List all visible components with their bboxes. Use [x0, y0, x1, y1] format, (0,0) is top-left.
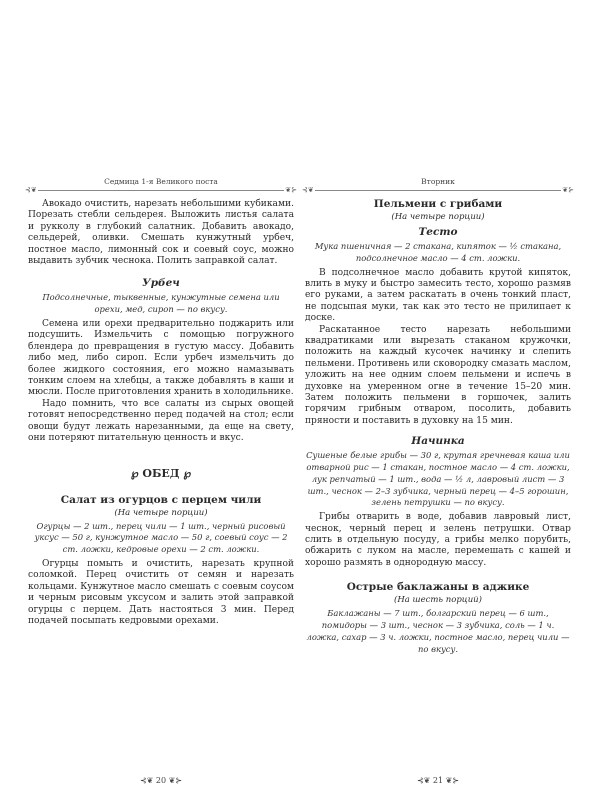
ingredients: Баклажаны — 7 шт., болгарский перец — 6 шт., помидоры — 3 шт., чеснок — 3 зубчика, соль — 1 ч. ложка, сахар — 3 ч. ложки, постное масло, перец чили — по вкусу.: [306, 608, 570, 654]
portions: (На четыре порции): [114, 507, 208, 518]
section-heading: [28, 467, 294, 480]
paragraph: Огурцы помыть и очистить, нарезать крупной соломкой. Перец очистить от семян и нарезать кольцами. Кунжутное масло смешать с соевым соусом и черным рисовым уксусом и залить этой заправкой огурцы с перцем. Дать настояться 3 мин. Перед подачей посыпать кедровыми орехами.: [28, 558, 294, 626]
running-head: [302, 176, 574, 194]
paragraph: Авокадо очистить, нарезать небольшими кубиками. Порезать стебли сельдерея. Выложить листья салата и рукколу в глубокий салатник. Добавить авокадо, сельдерей, оливки. Смешать кунжутный урбеч, постное масло, лимонный сок и соевый соус, можно выдавить зубчик чеснока. Полить заправкой салат.: [28, 199, 294, 267]
recipe-title: Салат из огурцов с перцем чили: [60, 493, 262, 506]
ornament-icon: ⊰❦: [25, 186, 37, 194]
page-number-text: 21: [432, 776, 444, 785]
ornament-icon: ℘: [130, 466, 143, 480]
ingredients: Огурцы — 2 шт., перец чили — 1 шт., черный рисовый уксус — 50 г, кунжутное масло — 50 г, соевый соус — 2 ст. ложки, кедровые орехи — 2 ст. ложки.: [34, 520, 288, 555]
section-heading-text: ОБЕД: [142, 466, 180, 480]
page-number: ⊰❦ 21 ❦⊱: [416, 776, 460, 785]
recipe-title: Острые баклажаны в аджике: [346, 581, 530, 594]
subrecipe-title: Тесто: [418, 226, 458, 238]
page-number: ⊰❦ 20 ❦⊱: [139, 776, 183, 785]
paragraph: Надо помнить, что все салаты из сырых овощей готовят непосредственно перед подачей на стол; если овощи будут лежать нарезанными, да еще на свету, они потеряют питательную ценность и вкус.: [28, 398, 294, 444]
ingredients: Мука пшеничная — 2 стакана, кипяток — ½ стакана, подсолнечное масло — 4 ст. ложки.: [314, 241, 562, 263]
running-head: [25, 176, 297, 194]
running-head-text: Вторник: [421, 177, 455, 186]
paragraph: В подсолнечное масло добавить крутой кипяток, влить в муку и быстро замесить тесто, хорошо размяв его руками, а затем раскатать в очень тонкий пласт, не подсыпая муки, так как это тесто не прилипает к доске.: [305, 267, 571, 324]
recipe-title: Урбеч: [142, 277, 180, 290]
left-page: [25, 176, 297, 785]
right-page: [302, 176, 574, 785]
page-number-text: 20: [155, 776, 167, 785]
paragraph: Грибы отварить в воде, добавив лавровый лист, чеснок, черный перец и зелень петрушки. Отвар слить в отдельную посуду, а грибы мелко порубить, обжарить с луком на масле, перемешать с кашей и хорошо размять в однородную массу.: [305, 512, 571, 568]
ingredients: Подсолнечные, тыквенные, кунжутные семена или орехи, мед, сироп — по вкусу.: [42, 292, 280, 315]
ornament-icon: ❦⊱: [285, 186, 297, 194]
portions: (На шесть порций): [394, 595, 482, 606]
portions: (На четыре порции): [391, 212, 485, 222]
running-head-text: Седмица 1-я Великого поста: [104, 177, 218, 186]
paragraph: Раскатанное тесто нарезать небольшими квадратиками или вырезать стаканом кружочки, положить на каждый кусочек начинку и слепить пельмени. Противень или сковородку смазать маслом, уложить на нее одним слоем пельмени и испечь в духовке на умеренном огне в течение 15–20 мин. Затем положить пельмени в горшочек, залить горячим грибным отваром, посолить, добавить пряности и поставить в духовку на 15 мин.: [305, 324, 571, 426]
ornament-icon: ⊰❦: [302, 186, 314, 194]
ornament-icon: ❦⊱: [562, 186, 574, 194]
recipe-title: Пельмени с грибами: [373, 198, 503, 210]
ingredients: Сушеные белые грибы — 30 г, крутая гречневая каша или отварной рис — 1 стакан, постное масло — 4 ст. ложки, лук репчатый — 1 шт., вода — ½ л, лавровый лист — 3 шт., чеснок — 2–3 зубчика, черный перец — 4–5 горошин, зелень петрушки — по вкусу.: [306, 450, 570, 508]
ornament-icon: ℘: [179, 466, 192, 480]
subrecipe-title: Начинка: [411, 435, 465, 448]
paragraph: Семена или орехи предварительно поджарить или подсушить. Измельчить с помощью погружного блендера до превращения в густую массу. Добавить либо мед, либо сироп. Если урбеч измельчить до более жидкого состояния, его можно намазывать тонким слоем на хлебцы, а также добавлять в каши и мюсли. После приготовления хранить в холодильнике.: [28, 319, 294, 398]
